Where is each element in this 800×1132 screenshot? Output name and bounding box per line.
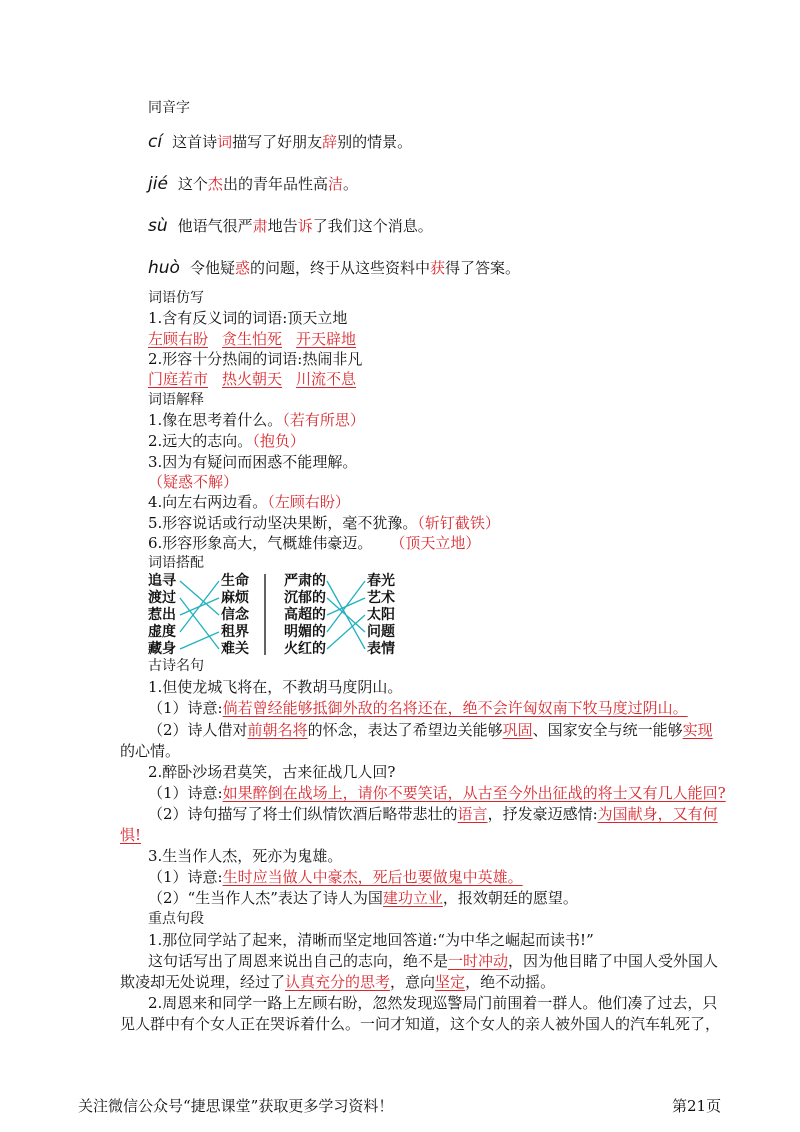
match-right-target: 问题: [367, 624, 395, 640]
sentence-text: 他语气很严: [177, 217, 253, 235]
explain-question: 6.形容形象高大，气概雄伟豪迈。: [148, 534, 373, 552]
answer: 建功立业: [382, 889, 443, 907]
imitation-answer: 川流不息: [296, 370, 357, 388]
homophone-char: 词: [217, 133, 233, 151]
match-right-word: 严肃的: [284, 573, 326, 589]
text: 这句话写出了周恩来说出自己的志向，绝不是: [148, 952, 449, 970]
sentence-text: 出的青年品性高: [222, 175, 328, 193]
sentence-text: 地告: [267, 217, 298, 235]
poem-1-meaning: [148, 698, 688, 719]
homophone-char: 辞: [322, 133, 338, 151]
text: ，因为他目睹了中国人受外国人: [508, 952, 719, 970]
section-title-explain: 词语解释: [148, 392, 204, 408]
explain-answer: （疑惑不解）: [148, 473, 239, 491]
text: ，意向: [390, 973, 436, 991]
homophone-char: 诉: [297, 217, 313, 235]
match-left-word: 虚度: [148, 624, 176, 640]
passage-1-sentence: 1.那位同学站了起来，清晰而坚定地回答道:“为中华之崛起而读书!”: [148, 931, 594, 949]
poem-3-meaning: [148, 867, 523, 888]
match-link-line: [180, 581, 219, 615]
answer: 实现: [682, 721, 713, 739]
poem-3-feeling: [148, 888, 578, 909]
passage-1-analysis-cont: [120, 972, 555, 993]
match-left-word: 渡过: [148, 590, 176, 606]
poem-2-meaning: [148, 783, 726, 804]
match-right-word: 明媚的: [284, 624, 326, 640]
poem-1-line: 1.但使龙城飞将在，不教胡马度阴山。: [148, 678, 403, 696]
explain-question: 2.远大的志向。: [148, 432, 253, 450]
passage-2-line-2: 见人群中有个女人正在哭诉着什么。一问才知道，这个女人的亲人被外国人的汽车轧死了，: [120, 1015, 721, 1033]
match-left-target: 租界: [221, 624, 249, 640]
match-link-line: [327, 615, 365, 649]
footer-promo: 关注微信公众号“捷思课堂”获取更多学习资料！: [78, 1097, 394, 1115]
poem-2-meaning-answer: 如果醉倒在战场上，请你不要笑话，从古至今外出征战的将士又有几人能回?: [222, 784, 726, 802]
section-title-passages: 重点句段: [148, 911, 204, 927]
sentence-text: 描写了好朋友: [232, 133, 323, 151]
sentence-text: 。: [342, 175, 358, 193]
homophone-char: 杰: [207, 175, 223, 193]
text: ，绝不动摇。: [465, 973, 556, 991]
label: （1）诗意:: [148, 868, 223, 886]
match-right-target: 太阳: [367, 607, 395, 623]
explain-answer: （左顾右盼）: [267, 493, 350, 511]
poem-1-feeling: [148, 720, 713, 741]
text: 欺凌却无处说理，经过了: [120, 973, 286, 991]
section-title-homophones: 同音字: [148, 100, 190, 116]
answer: 前朝名将: [247, 721, 308, 739]
sentence-text: 这个: [177, 175, 208, 193]
section-title-poems: 古诗名句: [148, 658, 204, 674]
explain-question: 4.向左右两边看。: [148, 493, 268, 511]
answer: 为国献身，又有何: [597, 805, 718, 823]
homophone-char: 获: [430, 259, 446, 277]
explain-question: 1.像在思考着什么。: [148, 411, 283, 429]
match-right-target: 春光: [367, 573, 395, 589]
homophone-char: 惑: [234, 259, 250, 277]
imitation-answer: 开天辟地: [296, 330, 357, 348]
answer: 巩固: [502, 721, 533, 739]
label: （1）诗意:: [148, 699, 223, 717]
page-number: 第21页: [672, 1097, 722, 1115]
match-left-target: 信念: [221, 607, 249, 623]
imitation-answer: 门庭若市: [148, 370, 209, 388]
answer: 坚定: [435, 973, 466, 991]
match-left-word: 追寻: [148, 573, 176, 589]
pinyin-label: huò: [148, 258, 180, 278]
explain-answer: （若有所思）: [282, 411, 365, 429]
explain-answer: （顶天立地）: [390, 534, 481, 552]
text: （2）诗句描写了将士们纵情饮酒后略带悲壮的: [148, 805, 458, 823]
match-right-word: 高超的: [284, 607, 326, 623]
match-link-line: [327, 581, 365, 632]
match-right-target: 表情: [367, 641, 395, 657]
poem-2-line: 2.醉卧沙场君莫笑，古来征战几人回?: [148, 763, 396, 781]
section-title-imitation: 词语仿写: [148, 290, 204, 306]
match-left-target: 麻烦: [221, 590, 249, 606]
answer: 一时冲动: [448, 952, 509, 970]
match-left-word: 惹出: [148, 607, 176, 623]
poem-3-line: 3.生当作人杰，死亦为鬼雄。: [148, 847, 343, 865]
poem-1-meaning-answer: 倘若曾经能够抵御外敌的名将还在，绝不会许匈奴南下牧马度过阴山。: [222, 699, 688, 717]
sentence-text: 别的情景。: [337, 133, 413, 151]
pinyin-label: sù: [148, 216, 168, 236]
homophone-char: 肃: [252, 217, 268, 235]
match-left-target: 生命: [221, 573, 249, 589]
passage-2-line-1: 2.周恩来和同学一路上左顾右盼，忽然发现巡警局门前围着一群人。他们凑了过去，只: [148, 994, 718, 1012]
text: 的怀念，表达了希望边关能够: [307, 721, 503, 739]
explain-question: 3.因为有疑问而困惑不能理解。: [148, 453, 358, 471]
sentence-text: 这首诗: [172, 133, 218, 151]
passage-1-analysis: [148, 951, 718, 972]
sentence-text: 的问题，终于从这些资料中: [249, 259, 430, 277]
label: （1）诗意:: [148, 784, 223, 802]
answer: 认真充分的思考: [285, 973, 391, 991]
explain-answer: （斩钉截铁）: [417, 514, 500, 532]
match-left-target: 难关: [221, 641, 249, 657]
homophone-char: 洁: [327, 175, 343, 193]
answer: 惧!: [120, 826, 142, 844]
explain-answer: （抱负）: [252, 432, 305, 450]
text: ，报效朝廷的愿望。: [442, 889, 578, 907]
sentence-text: 得了答案。: [445, 259, 521, 277]
match-right-word: 沉郁的: [284, 590, 326, 606]
imitation-question-1: 1.含有反义词的词语:顶天立地: [148, 309, 348, 327]
explain-question: 5.形容说话或行动坚决果断，毫不犹豫。: [148, 514, 418, 532]
match-left-word: 藏身: [148, 641, 176, 657]
imitation-answer: 热火朝天: [222, 370, 283, 388]
sentence-text: 令他疑: [189, 259, 235, 277]
poem-3-meaning-answer: 生时应当做人中豪杰，死后也要做鬼中英雄。: [222, 868, 523, 886]
imitation-answer: 贪生怕死: [222, 330, 283, 348]
imitation-answer: 左顾右盼: [148, 330, 209, 348]
answer: 语言: [457, 805, 488, 823]
poem-1-feeling-cont: 的心情。: [120, 742, 181, 760]
pinyin-label: cí: [148, 132, 163, 152]
text: （2）“生当作人杰”表达了诗人为国: [148, 889, 383, 907]
sentence-text: 了我们这个消息。: [312, 217, 433, 235]
section-title-matching: 词语搭配: [148, 555, 204, 571]
match-right-word: 火红的: [284, 641, 326, 657]
match-right-target: 艺术: [367, 590, 395, 606]
pinyin-label: jié: [148, 174, 168, 194]
text: （2）诗人借对: [148, 721, 248, 739]
poem-2-feeling-cont: [120, 825, 141, 846]
text: ，抒发豪迈感情:: [487, 805, 598, 823]
imitation-question-2: 2.形容十分热闹的词语:热闹非凡: [148, 350, 363, 368]
poem-2-feeling: [148, 804, 718, 825]
match-link-line: [327, 598, 365, 632]
text: 、国家安全与统一能够: [532, 721, 683, 739]
